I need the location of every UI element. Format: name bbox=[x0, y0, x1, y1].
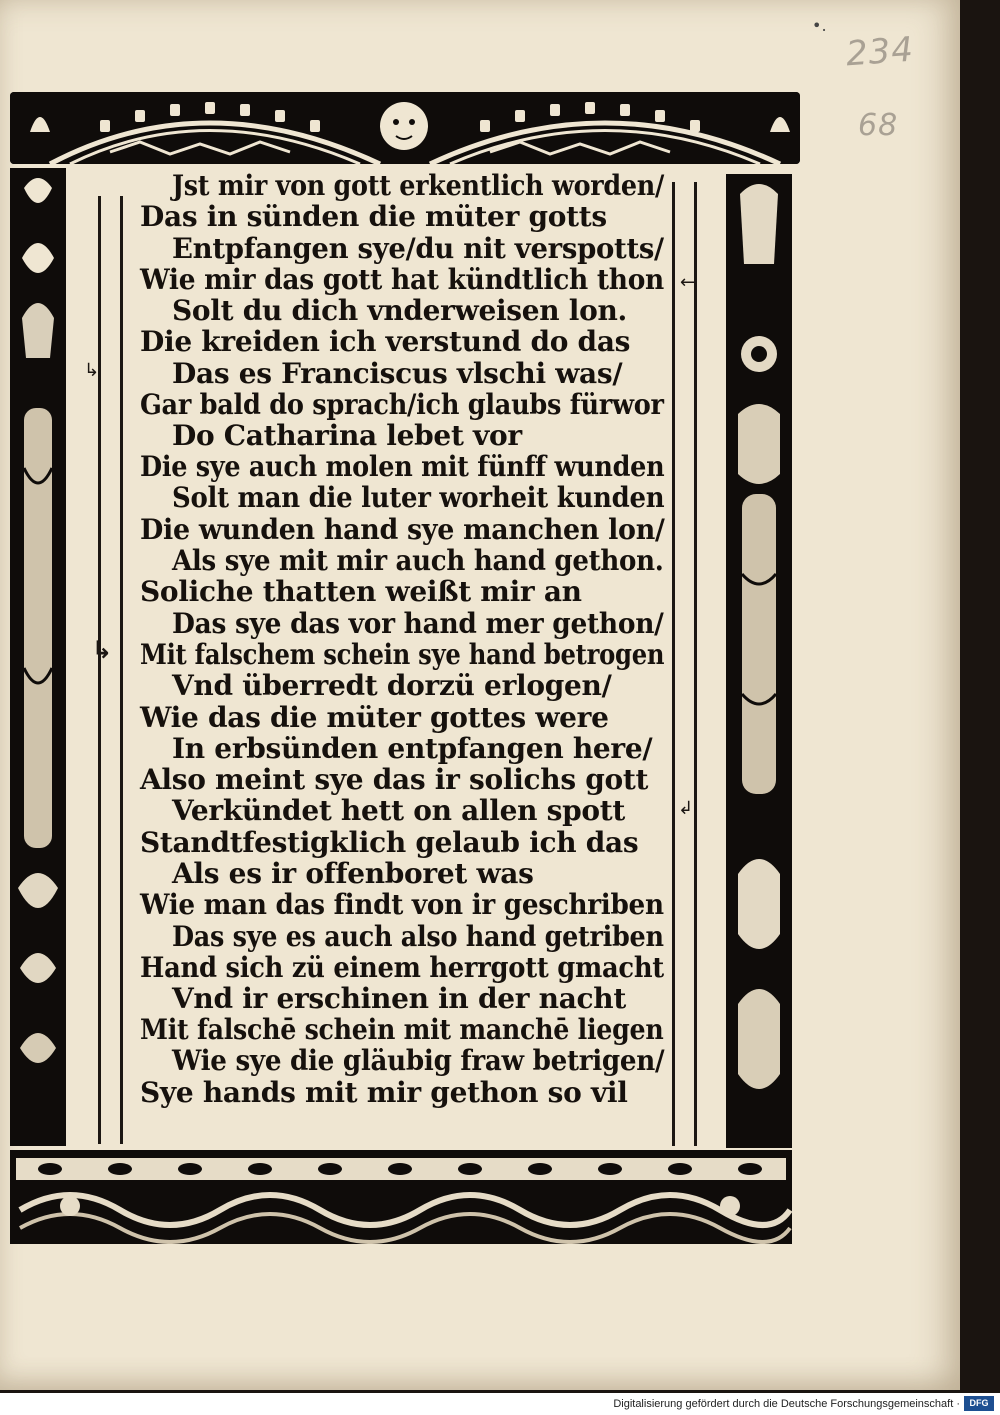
woodcut-left-column bbox=[10, 168, 66, 1146]
verse-line: Vnd überredt dorzü erlogen/ bbox=[172, 669, 612, 702]
verse-line: Als es ir offenboret was bbox=[172, 857, 534, 890]
verse-line: Als sye mit mir auch hand gethon. bbox=[172, 544, 664, 577]
verse-line: Jst mir von gott erkentlich worden/ bbox=[172, 169, 665, 202]
verse-line: Mit falschem schein sye hand betrogen bbox=[140, 638, 665, 671]
dfg-logo: DFG bbox=[964, 1396, 994, 1411]
verse-line: Solt man die luter worheit kunden bbox=[172, 481, 665, 514]
verse-line: Hand sich zü einem herrgott gmacht bbox=[140, 951, 664, 984]
verse-line: Entpfangen sye/du nit verspotts/ bbox=[172, 232, 664, 265]
verse-line: Das sye es auch also hand getriben bbox=[172, 920, 664, 953]
left-rule-outer bbox=[98, 196, 101, 1144]
verse-line: Das es Franciscus vlschi was/ bbox=[172, 357, 623, 390]
woodcut-bottom-border bbox=[10, 1150, 792, 1244]
arrow-mark-right-lower: ↲ bbox=[678, 798, 694, 819]
verse-line: Wie man das findt von ir geschriben bbox=[140, 888, 664, 921]
woodcut-right-column bbox=[726, 174, 792, 1148]
verse-line: Soliche thatten weißt mir an bbox=[140, 575, 582, 608]
verse-line: Wie sye die gläubig fraw betrigen/ bbox=[172, 1044, 665, 1077]
verse-line: Die sye auch molen mit fünff wunden bbox=[140, 450, 665, 483]
verse-line: Sye hands mit mir gethon so vil bbox=[140, 1076, 628, 1109]
handwritten-folio-number: 234 bbox=[844, 29, 916, 75]
right-rule-inner bbox=[672, 182, 675, 1146]
digitization-footer bbox=[0, 1393, 1000, 1415]
handwritten-page-number: 68 bbox=[858, 108, 899, 143]
funding-credit: Digitalisierung gefördert durch die Deutsche Forschungsgemeinschaft · bbox=[613, 1398, 960, 1410]
right-rule-outer bbox=[694, 182, 697, 1146]
verse-line: Solt du dich vnderweisen lon. bbox=[172, 294, 627, 327]
arrow-mark-right-upper: ← bbox=[680, 272, 696, 293]
verse-line: Das in sünden die müter gotts bbox=[140, 200, 607, 233]
verse-line: Mit falschē schein mit manchē liegen bbox=[140, 1013, 664, 1046]
ink-speck: •. bbox=[812, 16, 827, 35]
woodcut-top-border bbox=[10, 92, 800, 164]
verse-line: Die kreiden ich verstund do das bbox=[140, 325, 631, 358]
verse-line: In erbsünden entpfangen here/ bbox=[172, 732, 653, 765]
verse-line: Do Catharina lebet vor bbox=[172, 419, 522, 452]
verse-line: Vnd ir erschinen in der nacht bbox=[172, 982, 626, 1015]
verse-line: Gar bald do sprach/ich glaubs fürwor bbox=[140, 388, 664, 421]
verse-line: Wie das die müter gottes were bbox=[140, 701, 609, 734]
left-rule-inner bbox=[120, 196, 123, 1144]
verse-line: Standtfestigklich gelaub ich das bbox=[140, 826, 639, 859]
verse-line: Das sye das vor hand mer gethon/ bbox=[172, 607, 664, 640]
arrow-mark-left-lower: ↳ bbox=[92, 636, 113, 664]
arrow-mark-left-upper: ↳ bbox=[84, 360, 100, 381]
verse-line: Die wunden hand sye manchen lon/ bbox=[140, 513, 665, 546]
verse-line: Verkündet hett on allen spott bbox=[172, 794, 625, 827]
verse-line: Wie mir das gott hat kündtlich thon bbox=[140, 263, 665, 296]
verse-line: Also meint sye das ir solichs gott bbox=[140, 763, 649, 796]
